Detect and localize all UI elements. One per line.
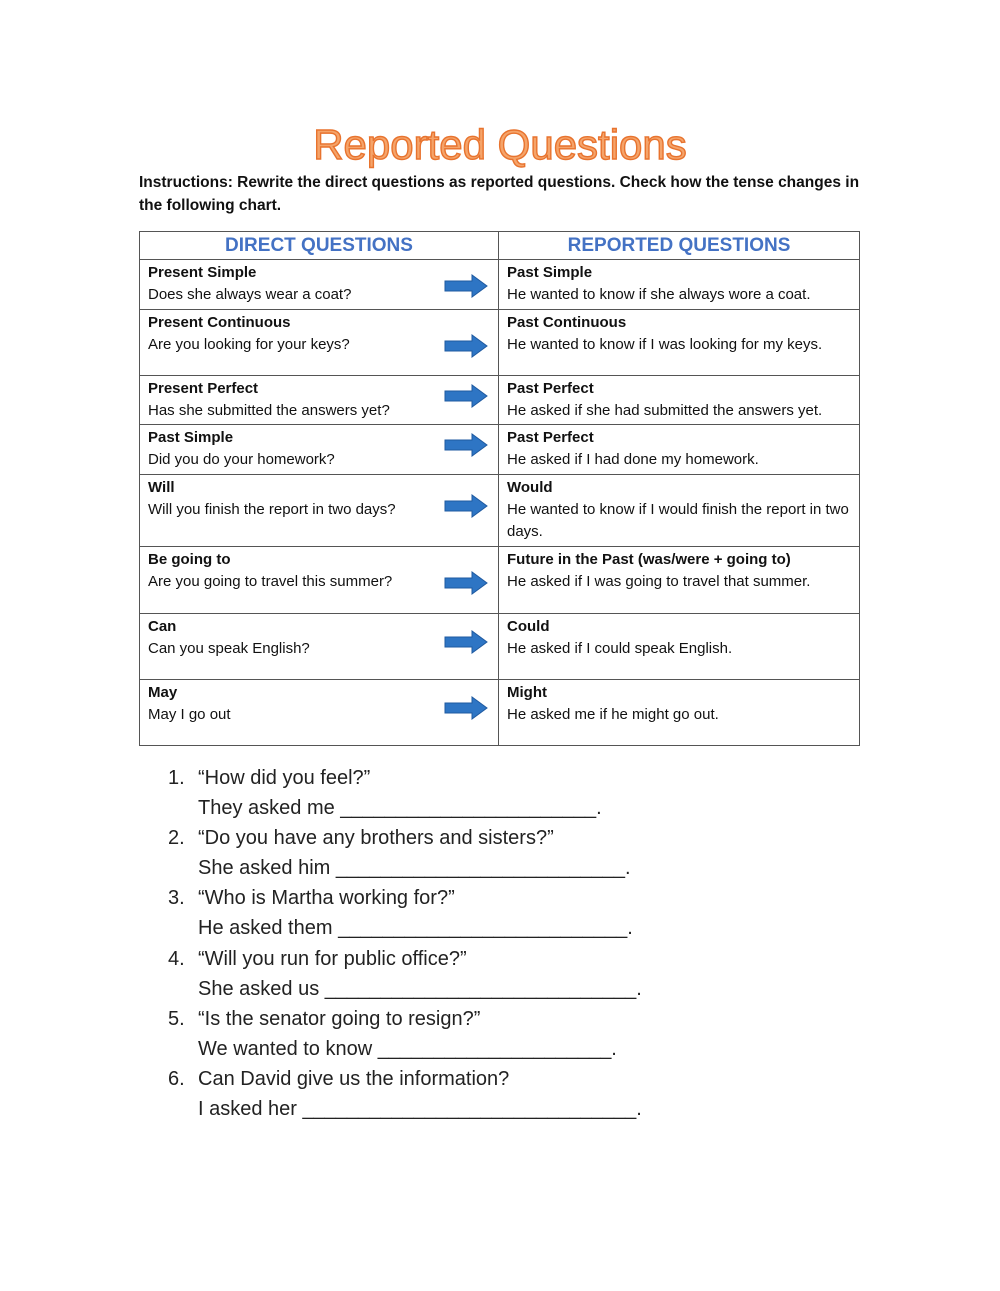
page-title: Reported Questions bbox=[313, 121, 687, 168]
exercise-list bbox=[168, 763, 642, 1124]
exercise-question: “Who is Martha working for?” bbox=[198, 887, 455, 910]
reported-question: He wanted to know if she always wore a coat. bbox=[507, 286, 811, 304]
direct-question: Does she always wear a coat? bbox=[148, 286, 352, 304]
exercise-item bbox=[168, 763, 642, 823]
arrow-right-icon bbox=[444, 274, 488, 298]
reported-tense: Past Perfect bbox=[507, 429, 594, 447]
arrow-right-icon bbox=[444, 696, 488, 720]
direct-tense: Present Simple bbox=[148, 264, 257, 281]
reported-cell bbox=[499, 375, 860, 425]
exercise-answer-prompt[interactable]: She asked him __________________________. bbox=[198, 857, 631, 880]
chart-row bbox=[140, 613, 860, 679]
exercise-item bbox=[168, 883, 642, 943]
exercise-number: 5. bbox=[168, 1007, 185, 1030]
exercise-number: 6. bbox=[168, 1067, 185, 1090]
arrow-right-icon bbox=[444, 334, 488, 358]
arrow-right-icon bbox=[444, 494, 488, 518]
reported-tense: Past Simple bbox=[507, 264, 593, 281]
exercise-item bbox=[168, 944, 642, 1004]
direct-cell bbox=[140, 309, 499, 375]
reported-question: He asked if I could speak English. bbox=[507, 639, 733, 657]
exercise-question: “How did you feel?” bbox=[198, 767, 371, 789]
reported-cell bbox=[499, 474, 860, 546]
reported-cell bbox=[499, 679, 860, 745]
exercise-number: 4. bbox=[168, 947, 185, 970]
reported-tense: Future in the Past (was/were + going to) bbox=[507, 550, 791, 568]
direct-question: Did you do your homework? bbox=[148, 451, 335, 469]
direct-question: Has she submitted the answers yet? bbox=[148, 401, 390, 419]
direct-question: Can you speak English? bbox=[148, 639, 310, 657]
direct-question: May I go out bbox=[148, 705, 231, 723]
direct-question: Are you looking for your keys? bbox=[148, 335, 350, 353]
chart-row bbox=[140, 679, 860, 745]
exercise-number: 1. bbox=[168, 767, 185, 789]
direct-cell bbox=[140, 375, 499, 425]
direct-question: Are you going to travel this summer? bbox=[148, 572, 393, 590]
chart-row bbox=[140, 474, 860, 546]
reported-cell bbox=[499, 613, 860, 679]
exercise-answer-prompt[interactable]: She asked us ____________________________. bbox=[198, 977, 642, 1000]
tense-chart bbox=[139, 231, 860, 746]
chart-row bbox=[140, 546, 860, 613]
exercise-item bbox=[168, 1064, 642, 1124]
reported-tense: Would bbox=[507, 478, 553, 496]
exercise-question: “Will you run for public office?” bbox=[198, 947, 467, 970]
direct-tense: Be going to bbox=[148, 550, 231, 568]
reported-question: He wanted to know if I was looking for my keys. bbox=[507, 335, 823, 353]
exercise-question: “Is the senator going to resign?” bbox=[198, 1007, 481, 1030]
direct-question: Will you finish the report in two days? bbox=[148, 501, 396, 519]
direct-cell bbox=[140, 425, 499, 475]
reported-question: He wanted to know if I would finish the report in two days. bbox=[507, 501, 849, 541]
chart-row bbox=[140, 260, 860, 310]
reported-question: He asked me if he might go out. bbox=[507, 705, 719, 723]
chart-row bbox=[140, 425, 860, 475]
reported-question: He asked if she had submitted the answers yet. bbox=[507, 401, 823, 419]
arrow-right-icon bbox=[444, 433, 488, 457]
exercise-item bbox=[168, 823, 642, 883]
chart-header-row bbox=[140, 232, 860, 260]
reported-cell bbox=[499, 546, 860, 613]
exercise-answer-prompt[interactable]: I asked her ______________________________. bbox=[198, 1098, 642, 1121]
instructions: Instructions: Rewrite the direct questions as reported questions. Check how the tense changes in the following chart. bbox=[139, 174, 860, 214]
direct-questions-header: DIRECT QUESTIONS bbox=[140, 232, 499, 260]
direct-cell bbox=[140, 546, 499, 613]
exercise-question: Can David give us the information? bbox=[198, 1067, 510, 1090]
reported-question: He asked if I was going to travel that summer. bbox=[507, 572, 811, 590]
reported-tense: Could bbox=[507, 617, 550, 635]
exercise-number: 2. bbox=[168, 827, 185, 850]
direct-cell bbox=[140, 613, 499, 679]
reported-questions-header: REPORTED QUESTIONS bbox=[499, 232, 860, 260]
arrow-right-icon bbox=[444, 571, 488, 595]
direct-tense: Will bbox=[148, 478, 175, 496]
exercise-answer-prompt[interactable]: He asked them __________________________. bbox=[198, 917, 633, 940]
exercise-item bbox=[168, 1004, 642, 1064]
reported-tense: Past Continuous bbox=[507, 313, 627, 331]
arrow-right-icon bbox=[444, 384, 488, 408]
direct-tense: Present Perfect bbox=[148, 379, 259, 397]
exercise-number: 3. bbox=[168, 887, 185, 910]
reported-cell bbox=[499, 309, 860, 375]
exercise-answer-prompt[interactable]: They asked me _______________________. bbox=[198, 797, 602, 820]
reported-tense: Past Perfect bbox=[507, 379, 594, 397]
chart-row bbox=[140, 375, 860, 425]
arrow-right-icon bbox=[444, 630, 488, 654]
exercise-question: “Do you have any brothers and sisters?” bbox=[198, 827, 554, 850]
direct-tense: Can bbox=[148, 617, 177, 635]
reported-cell bbox=[499, 260, 860, 310]
reported-tense: Might bbox=[507, 683, 547, 701]
reported-question: He asked if I had done my homework. bbox=[507, 451, 759, 469]
direct-cell bbox=[140, 474, 499, 546]
reported-cell bbox=[499, 425, 860, 475]
direct-cell bbox=[140, 679, 499, 745]
direct-tense: Present Continuous bbox=[148, 313, 291, 331]
exercise-answer-prompt[interactable]: We wanted to know _____________________. bbox=[198, 1037, 617, 1060]
direct-tense: Past Simple bbox=[148, 429, 234, 447]
direct-cell bbox=[140, 260, 499, 310]
direct-tense: May bbox=[148, 683, 178, 701]
chart-row bbox=[140, 309, 860, 375]
